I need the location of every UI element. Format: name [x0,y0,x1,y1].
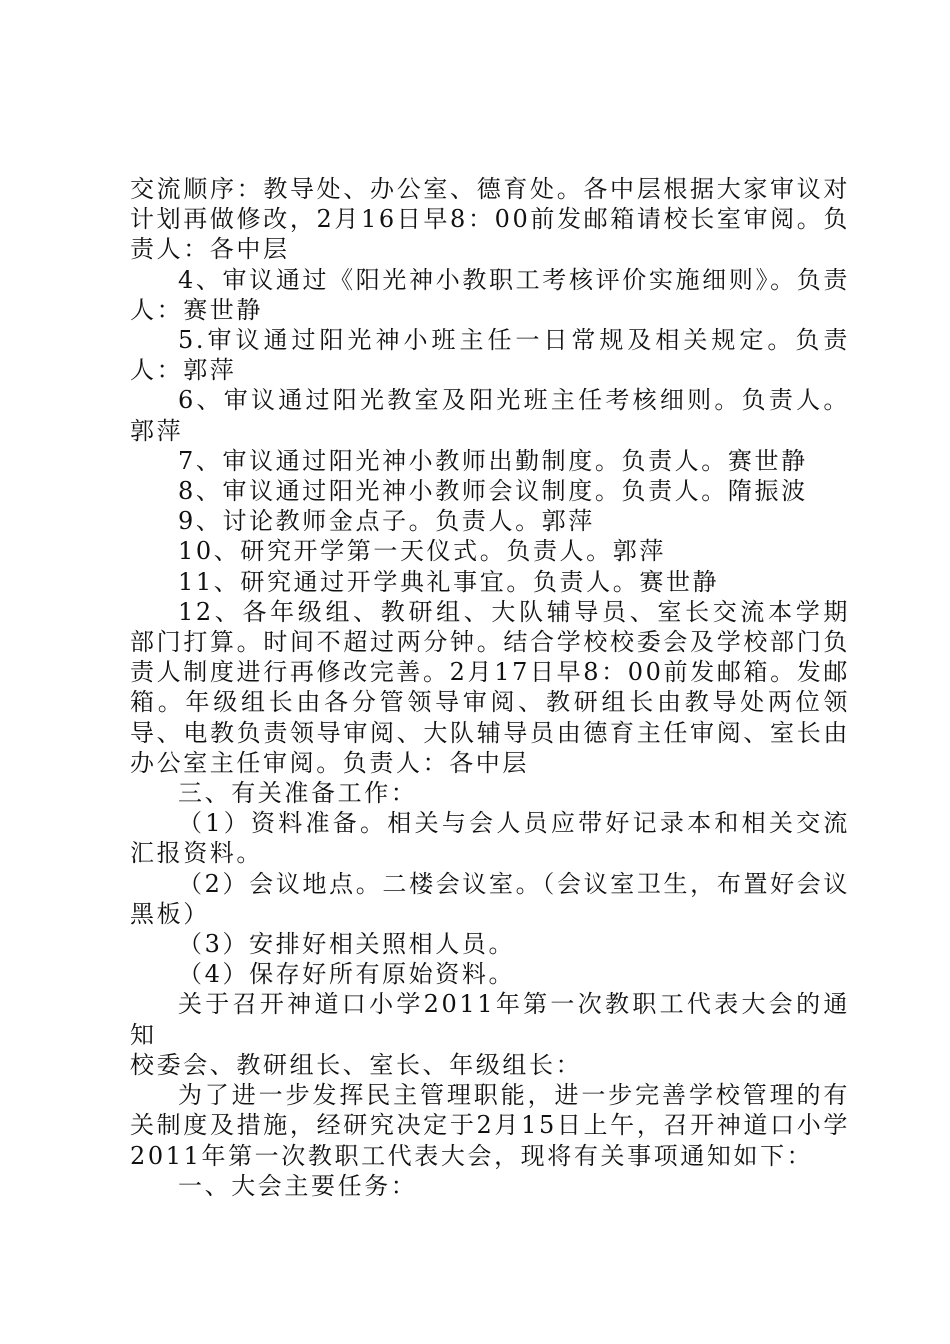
paragraph-item-12: 12、各年级组、教研组、大队辅导员、室长交流本学期部门打算。时间不超过两分钟。结合学校校委会及学校部门负责人制度进行再修改完善。2月17日早8：00前发邮箱。发邮箱。年级组长由各分管领导审阅、教研组长由教导处两位领导、电教负责领导审阅、大队辅导员由德育主任审阅、室长由办公室主任审阅。负责人：各中层 [130,597,850,777]
notice-title: 关于召开神道口小学2011年第一次教职工代表大会的通知 [130,990,850,1049]
paragraph-item-10: 10、研究开学第一天仪式。负责人。郭萍 [178,537,666,566]
section-heading-main-tasks: 一、大会主要任务： [178,1171,418,1200]
document-body [130,174,850,1201]
paragraph-prep-2: （2）会议地点。二楼会议室。（会议室卫生，布置好会议黑板） [130,869,850,928]
notice-body: 为了进一步发挥民主管理职能，进一步完善学校管理的有关制度及措施，经研究决定于2月15日上午，召开神道口小学2011年第一次教职工代表大会，现将有关事项通知如下： [130,1081,850,1170]
paragraph-item-9: 9、讨论教师金点子。负责人。郭萍 [178,507,595,536]
paragraph-exchange-order: 交流顺序：教导处、办公室、德育处。各中层根据大家审议对计划再做修改，2月16日早8：00前发邮箱请校长室审阅。负责人：各中层 [130,175,850,264]
paragraph-item-7: 7、审议通过阳光神小教师出勤制度。负责人。赛世静 [178,446,808,475]
paragraph-item-5: 5.审议通过阳光神小班主任一日常规及相关规定。负责人：郭萍 [130,326,850,385]
paragraph-item-8: 8、审议通过阳光神小教师会议制度。负责人。隋振波 [178,477,808,506]
paragraph-item-6: 6、审议通过阳光教室及阳光班主任考核细则。负责人。郭萍 [130,386,850,445]
paragraph-item-4: 4、审议通过《阳光神小教职工考核评价实施细则》。负责人：赛世静 [130,265,850,324]
paragraph-item-11: 11、研究通过开学典礼事宜。负责人。赛世静 [178,567,720,596]
section-heading-preparation: 三、有关准备工作： [178,779,418,808]
paragraph-prep-1: （1）资料准备。相关与会人员应带好记录本和相关交流汇报资料。 [130,809,850,868]
paragraph-prep-4: （4）保存好所有原始资料。 [178,960,516,989]
paragraph-prep-3: （3）安排好相关照相人员。 [178,930,516,959]
notice-recipients: 校委会、教研组长、室长、年级组长： [130,1050,583,1079]
